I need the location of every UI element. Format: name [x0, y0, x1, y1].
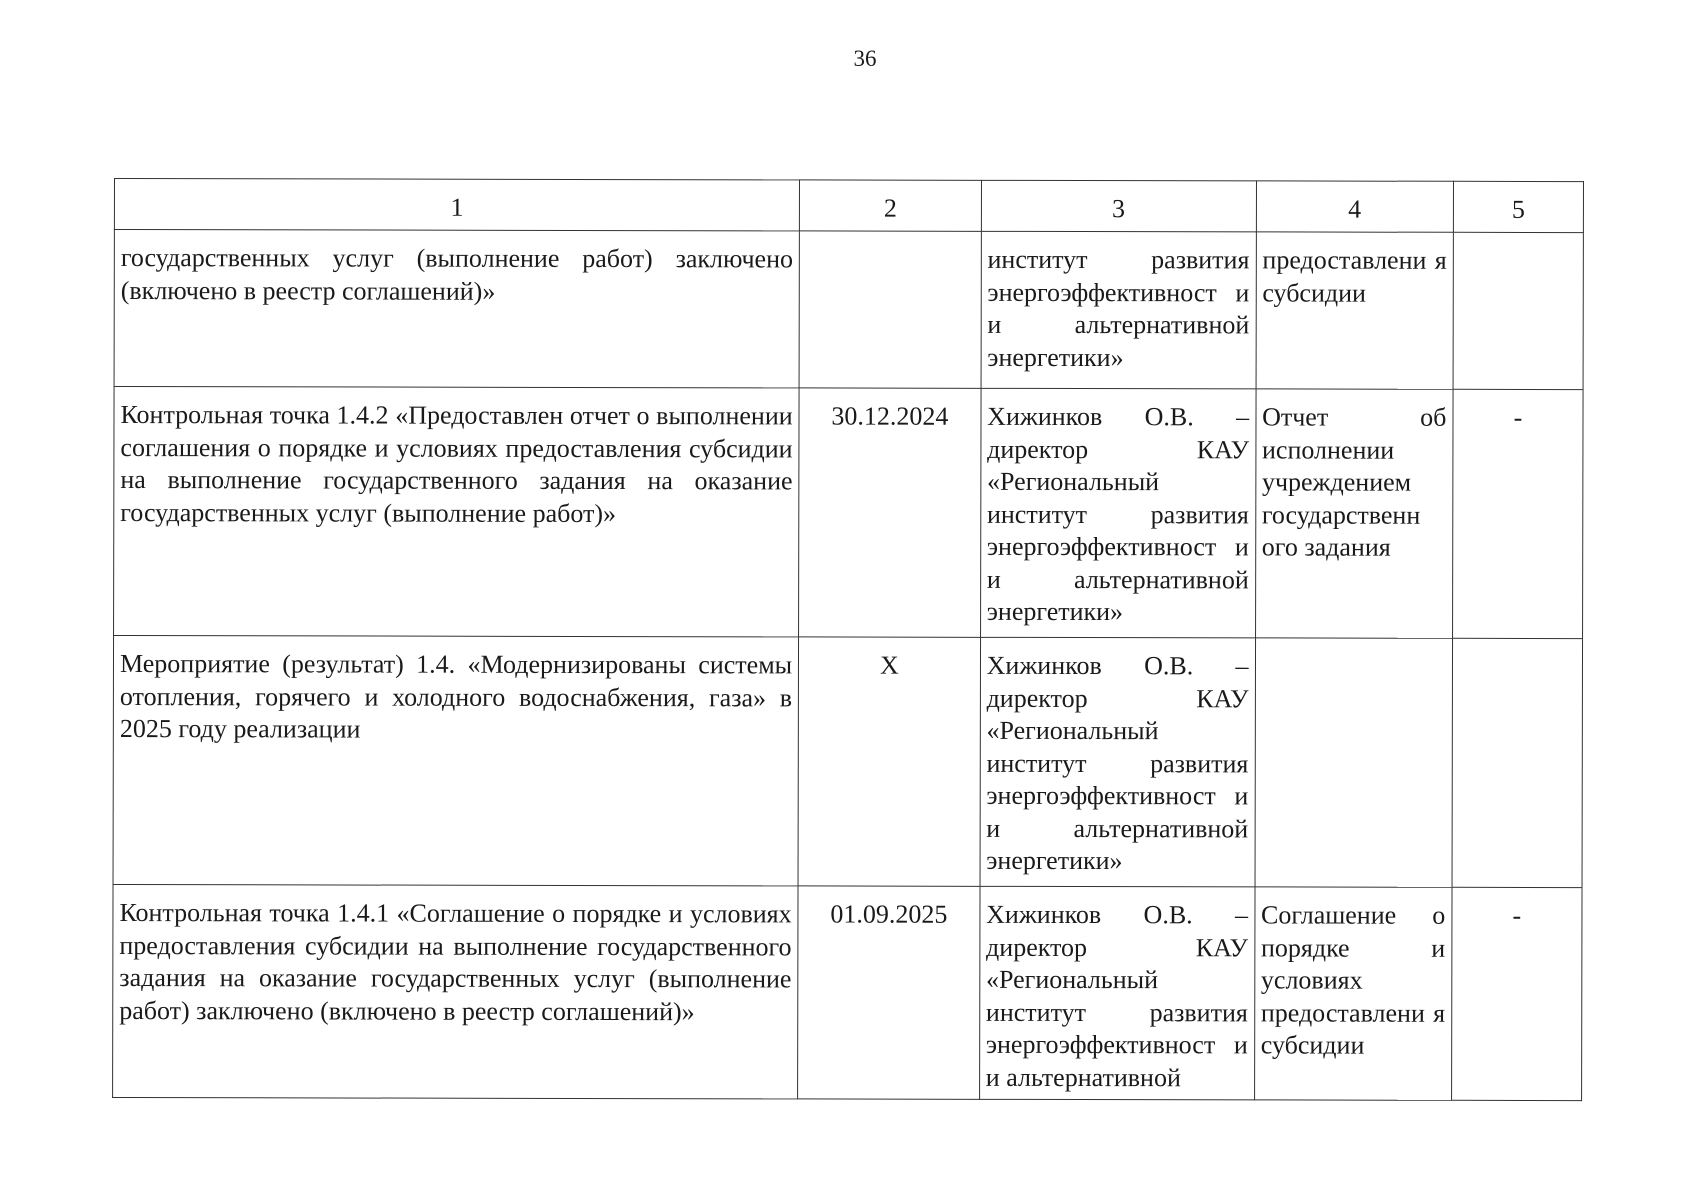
cell-responsible: Хижинков О.В. – директор КАУ «Региональный институт развития энергоэффективност и и альтернативной энергетики»: [980, 388, 1255, 638]
cell-description: Мероприятие (результат) 1.4. «Модернизированы системы отопления, горячего и холодного водоснабжения, газа» в 2025 году реализации: [113, 636, 799, 886]
cell-note: [1452, 638, 1583, 887]
cell-date: Х: [798, 637, 980, 886]
cell-responsible: Хижинков О.В. – директор КАУ «Региональный институт развития энергоэффективност и и альтернативной энергетики»: [980, 637, 1255, 887]
cell-description: Контрольная точка 1.4.2 «Предоставлен отчет о выполнении соглашения о порядке и условиях предоставления субсидии на выполнение государственного задания на оказание государственных услуг (выполнение работ)»: [114, 387, 800, 637]
cell-note: -: [1451, 887, 1582, 1100]
cell-document: предоставлени я субсидии: [1256, 232, 1454, 389]
column-header-1: 1: [114, 179, 799, 231]
table-row: [114, 387, 1584, 639]
table-header-row: [114, 179, 1583, 233]
column-header-5: 5: [1453, 181, 1583, 232]
table-row: [114, 230, 1583, 390]
cell-date: 30.12.2024: [799, 388, 981, 637]
document-table: [112, 178, 1584, 1101]
page-number: 36: [853, 46, 877, 71]
cell-responsible: Хижинков О.В. – директор КАУ «Региональный институт развития энергоэффективност и и альтернативной: [979, 886, 1254, 1100]
column-header-2: 2: [800, 180, 982, 231]
cell-document: Отчет об исполнении учреждением государственн ого задания: [1255, 389, 1453, 638]
cell-responsible: институт развития энергоэффективност и и альтернативной энергетики»: [981, 231, 1256, 389]
table-row: [113, 884, 1582, 1100]
cell-document: [1255, 638, 1453, 887]
cell-date: 01.09.2025: [798, 886, 980, 1099]
table-row: [113, 636, 1583, 888]
cell-document: Соглашение о порядке и условиях предоставлени я субсидии: [1254, 887, 1452, 1100]
cell-note: [1453, 232, 1583, 389]
cell-date: [799, 231, 981, 388]
column-header-4: 4: [1256, 181, 1453, 232]
cell-description: государственных услуг (выполнение работ) заключено (включено в реестр соглашений)»: [114, 230, 799, 388]
cell-note: -: [1452, 389, 1583, 638]
column-header-3: 3: [981, 180, 1256, 232]
cell-description: Контрольная точка 1.4.1 «Соглашение о порядке и условиях предоставления субсидии на выполнение государственного задания на оказание государственных услуг (выполнение работ) заключено (включено в реестр соглашений)»: [113, 884, 799, 1098]
